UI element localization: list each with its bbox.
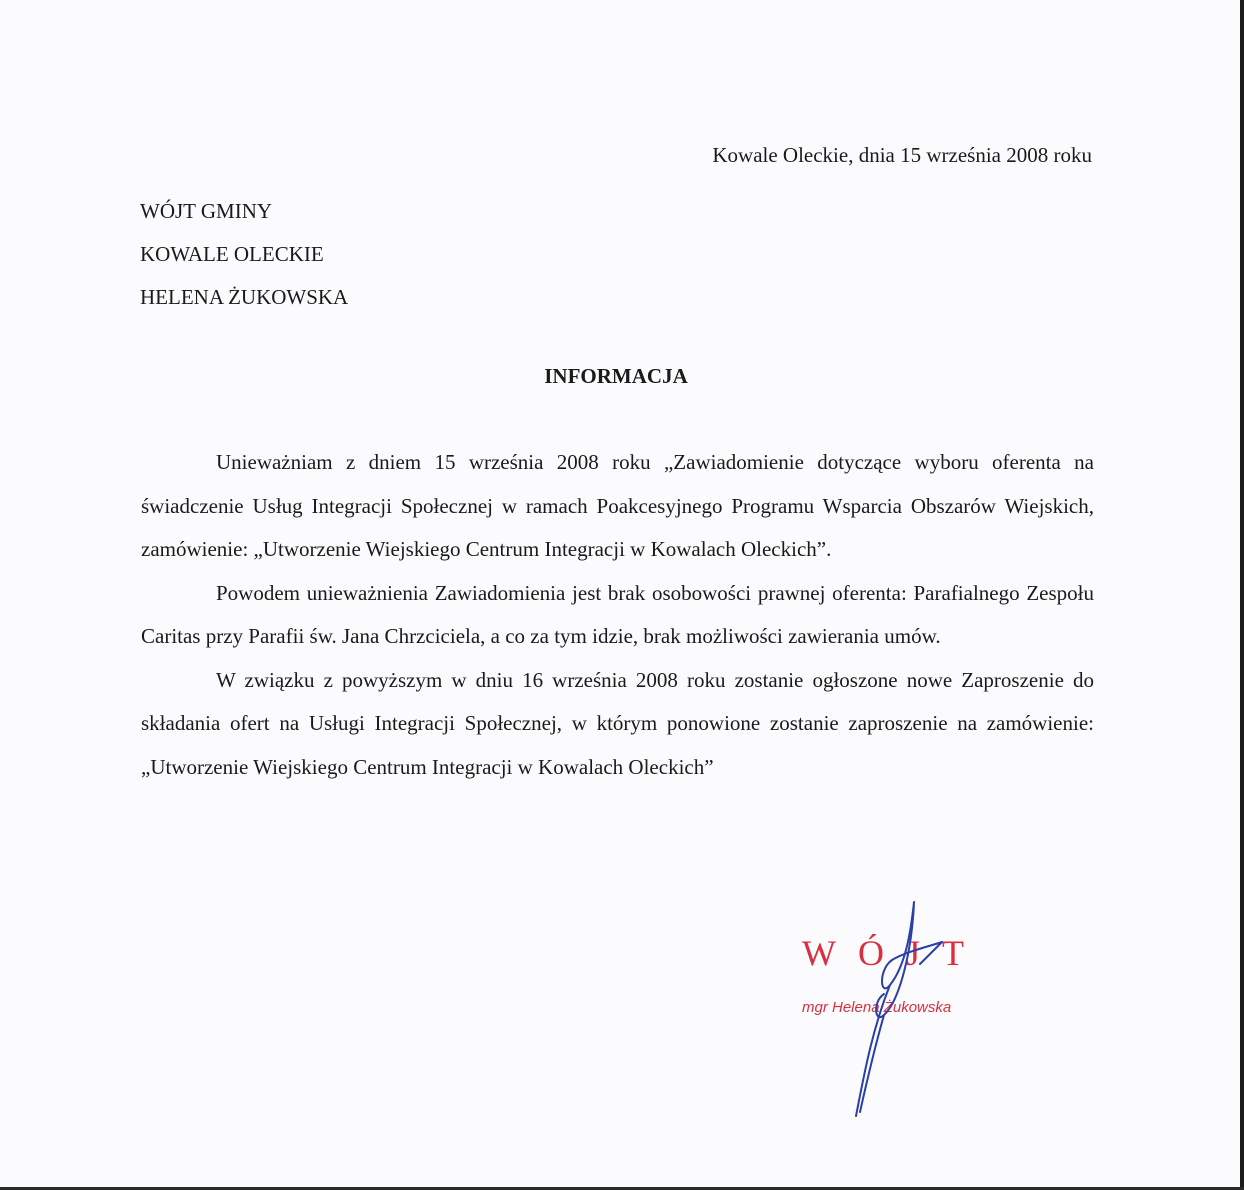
date-line: Kowale Oleckie, dnia 15 września 2008 roku	[712, 143, 1092, 167]
document-body	[141, 441, 1094, 789]
paragraph-new-invitation: W związku z powyższym w dniu 16 września 2008 roku zostanie ogłoszone nowe Zaproszenie do składania ofert na Usługi Integracji Społecznej, w którym ponowione zostanie zaproszenie na zamówienie: „Utworzenie Wiejskiego Centrum Integracji w Kowalach Oleckich”	[141, 667, 1094, 779]
stamp-title: WÓJT	[802, 933, 986, 973]
addressee-block	[140, 190, 348, 319]
official-stamp	[780, 890, 1020, 1130]
paragraph-annulment: Unieważniam z dniem 15 września 2008 roku „Zawiadomienie dotyczące wyboru oferenta na świadczenie Usług Integracji Społecznej w ramach Poakcesyjnego Programu Wsparcia Obszarów Wiejskich, zamówienie: „Utworzenie Wiejskiego Centrum Integracji w Kowalach Oleckich”.	[141, 450, 1094, 561]
scan-edge-right	[1240, 0, 1244, 1190]
handwritten-signature	[780, 890, 1020, 1130]
addressee-line-municipality: KOWALE OLECKIE	[140, 242, 324, 266]
stamp-name: mgr Helena Żukowska	[802, 999, 952, 1016]
document-title: INFORMACJA	[544, 364, 688, 388]
addressee-line-name: HELENA ŻUKOWSKA	[140, 285, 349, 309]
paragraph-reason: Powodem unieważnienia Zawiadomienia jest brak osobowości prawnej oferenta: Parafialnego Zespołu Caritas przy Parafii św. Jana Chrzciciela, a co za tym idzie, brak możliwości zawierania umów.	[141, 580, 1094, 648]
addressee-line-office: WÓJT GMINY	[140, 199, 273, 223]
